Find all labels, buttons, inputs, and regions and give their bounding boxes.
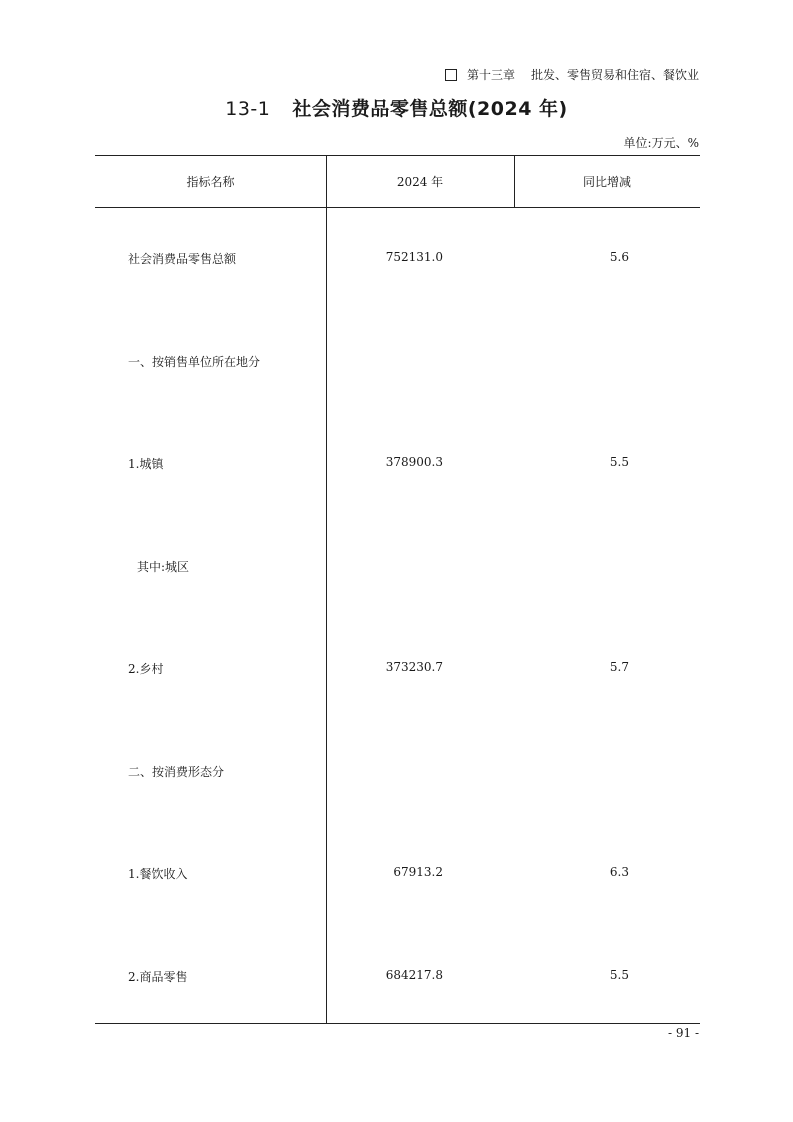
header-indicator-name: 指标名称 xyxy=(186,175,235,189)
table-row xyxy=(95,250,700,270)
row-value: 373230.7 xyxy=(385,660,443,674)
chapter-label: 第十三章 xyxy=(466,68,515,82)
row-change: 5.5 xyxy=(609,455,629,469)
table-bottom-rule xyxy=(95,1023,700,1024)
header-yoy-change: 同比增减 xyxy=(582,175,631,189)
row-value: 752131.0 xyxy=(385,250,443,264)
running-header xyxy=(445,66,699,83)
table-row xyxy=(95,455,700,475)
table-row xyxy=(95,660,700,680)
table-row xyxy=(95,763,700,783)
table-number: 13-1 xyxy=(225,98,271,120)
table-row xyxy=(95,865,700,885)
row-change: 5.6 xyxy=(609,250,629,264)
row-value: 67913.2 xyxy=(393,865,443,879)
row-label: 二、按消费形态分 xyxy=(128,765,225,779)
row-label: 2.商品零售 xyxy=(128,970,188,984)
row-label: 2.乡村 xyxy=(128,662,164,676)
row-value: 378900.3 xyxy=(385,455,443,469)
column-divider xyxy=(326,155,327,1024)
table-header-rule xyxy=(95,207,700,208)
section-label: 批发、零售贸易和住宿、餐饮业 xyxy=(530,68,699,82)
unit-note: 单位:万元、% xyxy=(623,136,699,150)
row-label: 社会消费品零售总额 xyxy=(128,252,237,266)
table-row xyxy=(95,353,700,373)
square-bullet-icon xyxy=(445,69,457,81)
statistics-table xyxy=(95,155,700,1024)
table-top-rule xyxy=(95,155,700,156)
row-label: 1.餐饮收入 xyxy=(128,867,188,881)
row-change: 6.3 xyxy=(609,865,629,879)
table-title-text: 社会消费品零售总额(2024 年) xyxy=(292,98,568,120)
row-value: 684217.8 xyxy=(385,968,443,982)
row-label: 其中:城区 xyxy=(137,560,190,574)
row-label: 一、按销售单位所在地分 xyxy=(128,355,261,369)
row-change: 5.7 xyxy=(609,660,629,674)
table-row xyxy=(95,558,700,578)
table-title xyxy=(0,94,793,121)
header-year-2024: 2024 年 xyxy=(396,175,444,189)
page-number: - 91 - xyxy=(667,1026,699,1040)
row-label: 1.城镇 xyxy=(128,457,164,471)
row-change: 5.5 xyxy=(609,968,629,982)
table-row xyxy=(95,968,700,988)
